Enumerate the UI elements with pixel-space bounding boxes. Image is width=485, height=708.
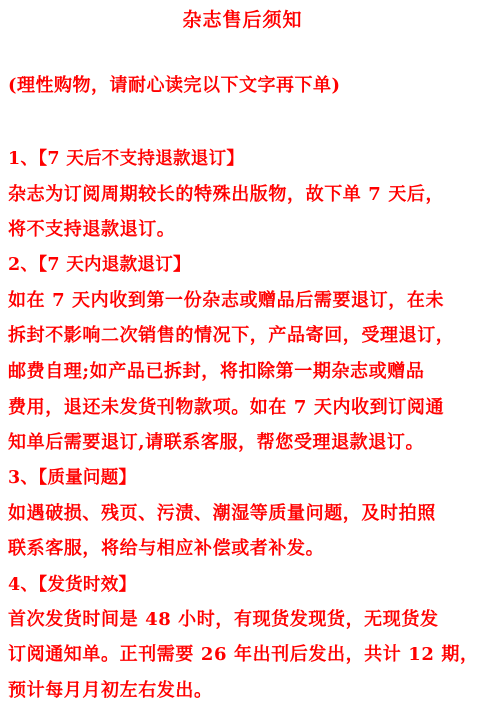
section-text-line: 如在 7 天内收到第一份杂志或赠品后需要退订，在未 — [8, 290, 445, 311]
section-heading-quality-issues: 3、【质量问题】 — [8, 468, 137, 488]
page-subtitle: (理性购物，请耐心读完以下文字再下单) — [8, 75, 341, 96]
section-text-line: 将不支持退款退订。 — [8, 219, 176, 240]
section-text-line: 邮费自理;如产品已拆封，将扣除第一期杂志或赠品 — [8, 361, 425, 382]
section-text-line: 订阅通知单。正刊需要 26 年出刊后发出，共计 12 期， — [8, 644, 479, 665]
section-text-line: 首次发货时间是 48 小时，有现货发现货，无现货发 — [8, 609, 439, 630]
section-heading-no-refund-after-7-days: 1、【7 天后不支持退款退订】 — [8, 149, 245, 169]
section-text-line: 预计每月月初左右发出。 — [8, 680, 213, 701]
section-text-line: 费用，退还未发货刊物款项。如在 7 天内收到订阅通 — [8, 397, 445, 418]
page-title: 杂志售后须知 — [182, 9, 303, 31]
section-text-line: 杂志为订阅周期较长的特殊出版物，故下单 7 天后， — [8, 184, 445, 205]
section-heading-shipping-time: 4、【发货时效】 — [8, 575, 137, 595]
section-text-line: 如遇破损、残页、污渍、潮湿等质量问题，及时拍照 — [8, 503, 436, 524]
section-text-line: 拆封不影响二次销售的情况下，产品寄回，受理退订， — [8, 325, 455, 346]
section-heading-refund-within-7-days: 2、【7 天内退款退订】 — [8, 255, 191, 275]
section-text-line: 联系客服，将给与相应补偿或者补发。 — [8, 538, 325, 559]
section-text-line: 知单后需要退订,请联系客服，帮您受理退款退订。 — [8, 432, 425, 453]
